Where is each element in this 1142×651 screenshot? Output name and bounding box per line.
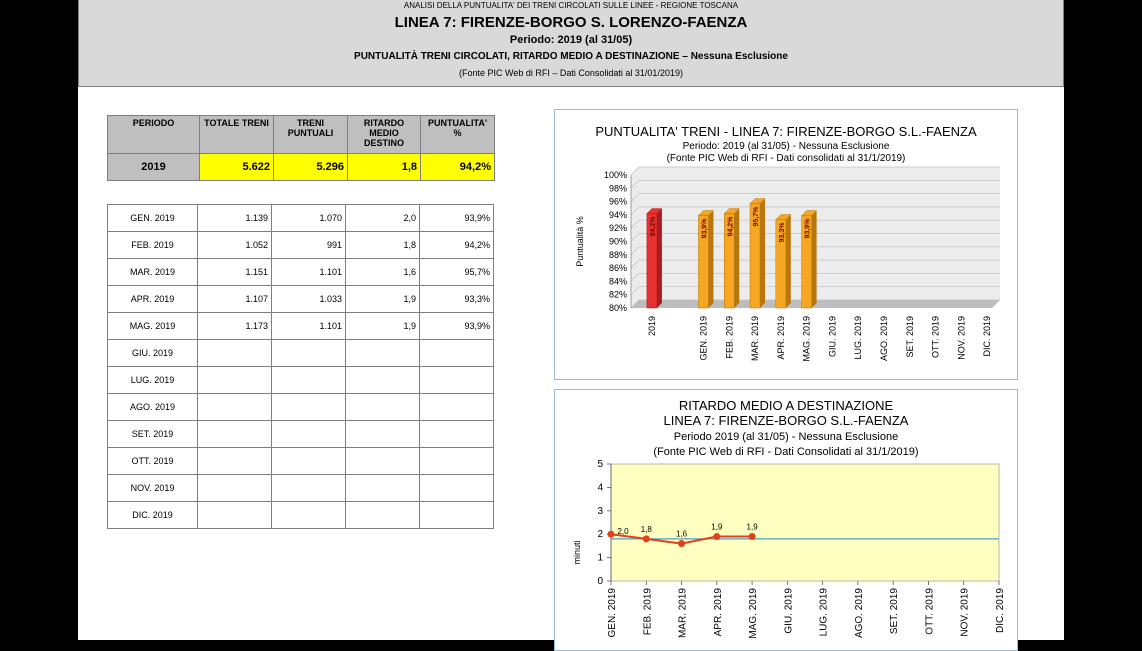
y-tick-label: 5 [597,459,603,470]
x-tick-label: DIC. 2019 [982,316,993,357]
punctuality-chart [554,109,1018,380]
x-tick-label: OTT. 2019 [924,588,936,635]
x-tick-label: DIC. 2019 [995,588,1006,634]
month-puntuali [272,394,346,421]
data-point [749,533,756,540]
bar-side [708,211,713,308]
month-ritardo: 1,9 [346,313,420,340]
bar-data-label: 93,9% [804,218,812,239]
y-axis-label: Puntualità % [575,216,585,267]
month-puntuali: 1.101 [272,313,346,340]
bar-data-label: 93,3% [778,222,786,243]
month-puntuali [272,475,346,502]
x-tick-label: AGO. 2019 [878,316,889,362]
month-puntualita [420,340,494,367]
summary-header-puntualita: PUNTUALITA' % [421,116,495,154]
summary-puntuali: 5.296 [274,154,348,181]
month-ritardo [346,475,420,502]
data-label: 1,9 [711,522,723,532]
month-puntuali: 1.033 [272,286,346,313]
month-puntualita [420,367,494,394]
y-tick-label: 82% [608,289,627,300]
header-organization: ANALISI DELLA PUNTUALITA' DEI TRENI CIRCOLATI SULLE LINEE - REGIONE TOSCANA [403,1,739,10]
table-row [108,448,494,475]
x-tick-label: AGO. 2019 [853,588,865,639]
month-puntuali [272,421,346,448]
month-puntuali: 1.101 [272,259,346,286]
summary-header-periodo: PERIODO [108,116,200,154]
month-label: GEN. 2019 [108,205,198,232]
x-tick-label: MAG. 2019 [748,588,760,639]
y-tick-label: 96% [608,196,627,207]
month-label: DIC. 2019 [108,502,198,529]
month-ritardo [346,448,420,475]
month-label: OTT. 2019 [108,448,198,475]
table-row [108,475,494,502]
table-row [108,313,494,340]
table-row [108,286,494,313]
data-point [643,535,650,542]
bar-side [786,215,791,308]
summary-periodo: 2019 [108,154,200,181]
x-tick-label: MAR. 2019 [677,588,689,639]
y-tick-label: 88% [608,249,627,260]
header-period: Periodo: 2019 (al 31/05) [509,34,633,46]
summary-ritardo: 1,8 [348,154,421,181]
month-totale [198,421,272,448]
month-label: GIU. 2019 [108,340,198,367]
month-puntuali: 1.070 [272,205,346,232]
summary-header-puntuali: TRENI PUNTUALI [274,116,348,154]
month-totale [198,475,272,502]
summary-puntualita: 94,2% [421,154,495,181]
month-label: FEB. 2019 [108,232,198,259]
month-ritardo: 1,6 [346,259,420,286]
x-tick-label: GEN. 2019 [607,588,618,638]
y-tick-label: 86% [608,263,627,274]
bar-data-label: 95,7% [753,206,761,227]
month-puntualita [420,448,494,475]
summary-header-row [108,116,495,154]
table-row [108,259,494,286]
bar-data-label: 93,9% [701,218,709,239]
summary-header-totale: TOTALE TRENI [200,116,274,154]
x-tick-label: SET. 2019 [904,316,915,358]
x-tick-label: MAR. 2019 [750,316,761,362]
y-tick-label: 80% [608,303,627,313]
y-axis-label: minuti [572,540,582,565]
chart2-subtitle-line1: Periodo 2019 (al 31/05) - Nessuna Esclusione [673,431,899,443]
x-tick-label: APR. 2019 [775,316,786,360]
month-puntuali: 991 [272,232,346,259]
x-tick-label: GIU. 2019 [783,588,795,634]
y-tick-label: 94% [608,209,627,220]
table-row [108,232,494,259]
x-tick-label: SET. 2019 [889,588,901,635]
bar-side [657,209,662,308]
report-page [78,0,1064,640]
data-label: 2,0 [617,527,629,537]
month-ritardo: 2,0 [346,205,420,232]
chart2-title-line1: RITARDO MEDIO A DESTINAZIONE [678,398,894,413]
chart1-title: PUNTUALITA' TRENI - LINEA 7: FIRENZE-BORGO S.L.-FAENZA [595,124,977,139]
month-totale: 1.151 [198,259,272,286]
x-tick-label: FEB. 2019 [724,316,735,359]
x-tick-label: NOV. 2019 [956,316,967,360]
chart1-subtitle-line1: Periodo: 2019 (al 31/05) - Nessuna Esclusione [682,141,890,152]
table-row [108,421,494,448]
month-puntualita: 94,2% [420,232,494,259]
summary-totale: 5.622 [200,154,274,181]
month-label: AGO. 2019 [108,394,198,421]
month-puntualita: 95,7% [420,259,494,286]
month-puntualita [420,502,494,529]
month-label: MAG. 2019 [108,313,198,340]
x-tick-label: NOV. 2019 [959,588,971,637]
chart2-title-line2: LINEA 7: FIRENZE-BORGO S.L.-FAENZA [663,413,909,428]
chart1-subtitle-line2: (Fonte PIC Web di RFI - Dati consolidati al 31/1/2019) [666,153,906,164]
bar-side [760,199,765,308]
month-puntualita: 93,9% [420,313,494,340]
monthly-table [107,204,494,529]
month-totale: 1.052 [198,232,272,259]
bar-side [734,209,739,308]
data-point [608,531,615,538]
bar-data-label: 94,2% [649,216,657,237]
data-label: 1,6 [675,529,688,539]
month-label: NOV. 2019 [108,475,198,502]
month-totale: 1.139 [198,205,272,232]
month-ritardo [346,421,420,448]
y-tick-label: 92% [608,223,627,234]
y-tick-label: 98% [608,183,627,194]
data-label: 1,9 [746,522,758,532]
month-totale [198,502,272,529]
month-ritardo [346,394,420,421]
x-tick-label: LUG. 2019 [818,588,830,637]
bar-data-label: 94,2% [727,216,735,237]
y-tick-label: 84% [608,276,627,287]
header-title: LINEA 7: FIRENZE-BORGO S. LORENZO-FAENZA [394,14,748,31]
report-header [78,0,1064,87]
chart2-subtitle-line2: (Fonte PIC Web di RFI - Dati Consolidati al 31/1/2019) [653,446,919,458]
x-tick-label: OTT. 2019 [930,316,941,359]
month-label: APR. 2019 [108,286,198,313]
month-totale: 1.107 [198,286,272,313]
delay-chart [554,389,1018,651]
summary-header-ritardo: RITARDO MEDIO DESTINO [348,116,421,154]
y-tick-label: 90% [608,236,627,247]
month-totale [198,340,272,367]
table-row [108,394,494,421]
month-ritardo [346,340,420,367]
table-row [108,205,494,232]
month-totale: 1.173 [198,313,272,340]
x-tick-label: GEN. 2019 [698,316,709,361]
month-label: MAR. 2019 [108,259,198,286]
month-puntuali [272,502,346,529]
bar-side [812,211,817,308]
month-puntualita: 93,3% [420,286,494,313]
month-puntualita [420,421,494,448]
month-ritardo [346,367,420,394]
y-tick-label: 1 [597,552,603,564]
y-tick-label: 4 [597,482,603,494]
summary-row [108,154,495,181]
month-label: SET. 2019 [108,421,198,448]
data-label: 1,8 [640,524,652,534]
month-puntuali [272,367,346,394]
plot-background [611,464,999,581]
month-puntualita [420,394,494,421]
month-label: LUG. 2019 [108,367,198,394]
y-tick-label: 100% [603,170,627,180]
month-puntuali [272,340,346,367]
x-tick-label: GIU. 2019 [827,316,838,358]
x-tick-label: FEB. 2019 [642,588,654,636]
data-point [713,533,720,540]
table-row [108,340,494,367]
y-tick-label: 2 [597,529,603,541]
month-puntuali [272,448,346,475]
x-tick-label: APR. 2019 [712,588,724,637]
chart1-plot [555,110,1017,379]
month-totale [198,394,272,421]
y-tick-label: 3 [597,505,603,517]
month-totale [198,448,272,475]
month-ritardo: 1,8 [346,232,420,259]
x-tick-label: 2019 [646,316,657,337]
summary-table [107,115,495,181]
table-row [108,367,494,394]
data-point [678,540,685,547]
month-ritardo [346,502,420,529]
chart2-plot [555,390,1017,650]
table-row [108,502,494,529]
header-subtitle: PUNTUALITÀ TRENI CIRCOLATI, RITARDO MEDIO A DESTINAZIONE – Nessuna Esclusione [354,51,788,62]
month-ritardo: 1,9 [346,286,420,313]
x-tick-label: LUG. 2019 [853,316,864,360]
month-puntualita [420,475,494,502]
month-totale [198,367,272,394]
month-puntualita: 93,9% [420,205,494,232]
header-source: (Fonte PIC Web di RFI – Dati Consolidati al 31/01/2019) [459,68,683,78]
x-tick-label: MAG. 2019 [801,316,812,362]
y-tick-label: 0 [597,576,603,587]
